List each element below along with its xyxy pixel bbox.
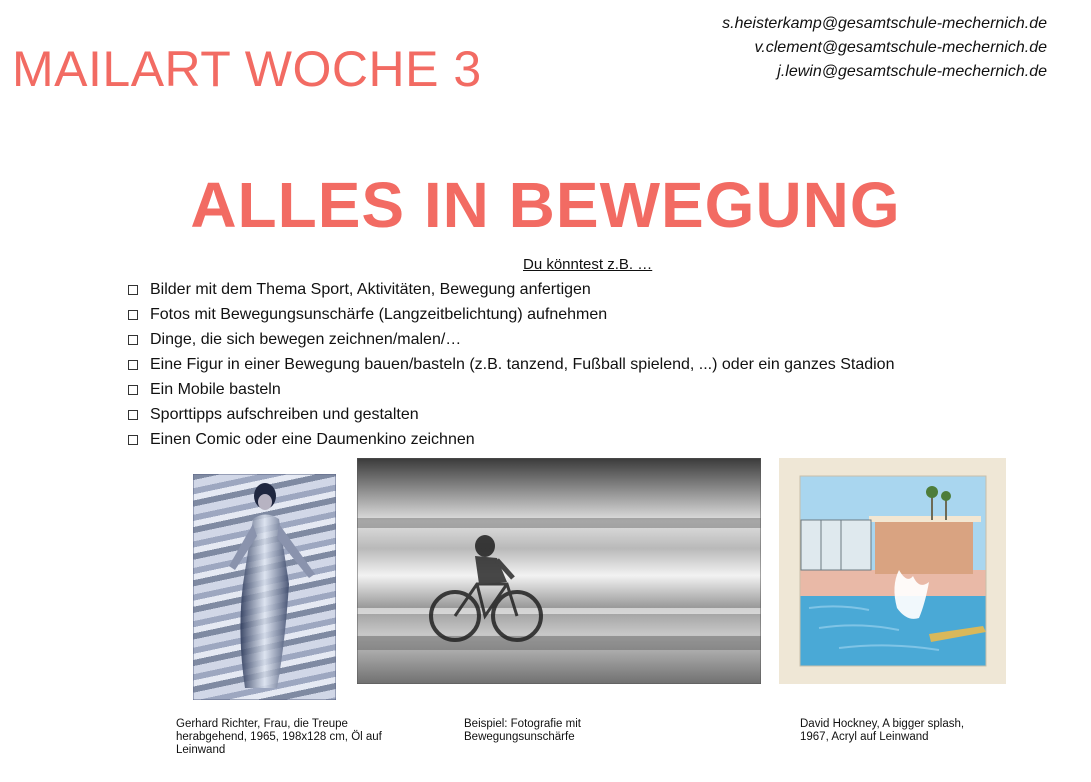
idea-text: Eine Figur in einer Bewegung bauen/basteln (z.B. tanzend, Fußball spielend, ...) oder ein ganzes Stadion (150, 356, 895, 373)
checkbox-icon (128, 310, 138, 320)
email-heisterkamp[interactable]: s.heisterkamp@gesamtschule-mechernich.de (722, 15, 1047, 32)
idea-text: Dinge, die sich bewegen zeichnen/malen/… (150, 331, 462, 348)
richter-caption: Gerhard Richter, Frau, die Treupe herabgehend, 1965, 198x128 cm, Öl auf Leinwand (176, 718, 382, 756)
checkbox-icon (128, 410, 138, 420)
list-intro: Du könntest z.B. … (523, 256, 653, 273)
hockney-caption: David Hockney, A bigger splash, 1967, Acryl auf Leinwand (800, 718, 965, 743)
descending-woman-figure (193, 474, 336, 700)
list-item (128, 302, 894, 327)
email-clement[interactable]: v.clement@gesamtschule-mechernich.de (754, 39, 1047, 56)
list-item (128, 377, 894, 402)
contact-emails (722, 12, 1047, 84)
idea-text: Einen Comic oder eine Daumenkino zeichnen (150, 431, 475, 448)
list-item (128, 427, 894, 452)
checkbox-icon (128, 285, 138, 295)
hockney-painting-image (779, 458, 1006, 684)
page-kicker: MAILART WOCHE 3 (12, 41, 482, 97)
list-item (128, 277, 894, 302)
checkbox-icon (128, 435, 138, 445)
idea-text: Bilder mit dem Thema Sport, Aktivitäten, Bewegung anfertigen (150, 281, 591, 298)
page-title: ALLES IN BEWEGUNG (190, 169, 901, 241)
idea-text: Ein Mobile basteln (150, 381, 281, 398)
idea-text: Sporttipps aufschreiben und gestalten (150, 406, 419, 423)
list-item (128, 352, 894, 377)
cyclist-motion-photo (357, 458, 761, 684)
idea-text: Fotos mit Bewegungsunschärfe (Langzeitbelichtung) aufnehmen (150, 306, 608, 323)
checkbox-icon (128, 360, 138, 370)
richter-painting-image (193, 474, 336, 700)
list-item (128, 402, 894, 427)
cyclist-silhouette (357, 458, 761, 684)
checkbox-icon (128, 385, 138, 395)
photo-caption: Beispiel: Fotografie mit Bewegungsunschärfe (464, 718, 581, 743)
email-lewin[interactable]: j.lewin@gesamtschule-mechernich.de (777, 63, 1047, 80)
ideas-list (128, 277, 894, 452)
list-item (128, 327, 894, 352)
bigger-splash-scene (779, 458, 1006, 684)
checkbox-icon (128, 335, 138, 345)
